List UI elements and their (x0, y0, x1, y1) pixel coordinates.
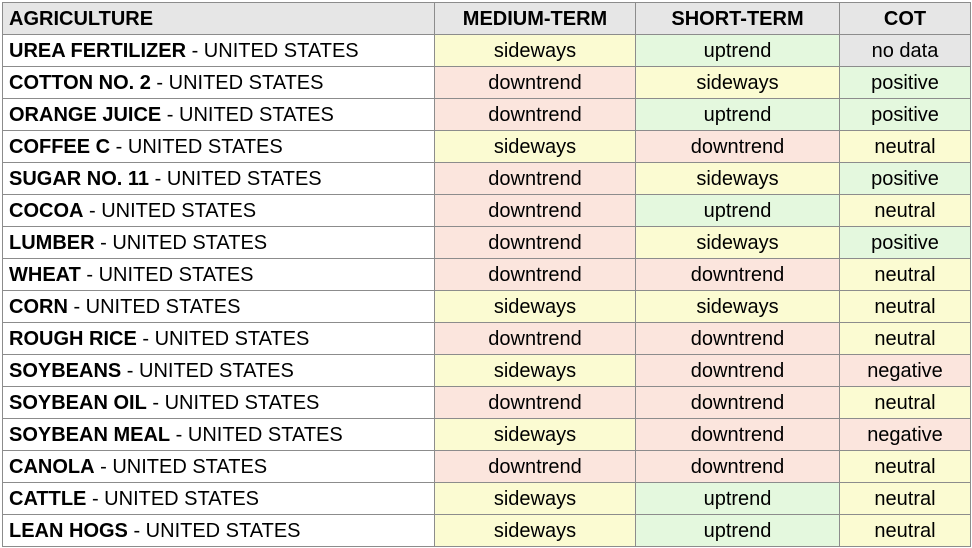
medium-term-cell: downtrend (435, 323, 636, 355)
commodity-region: - UNITED STATES (186, 39, 359, 62)
commodity-cell (3, 259, 435, 291)
table-row (3, 419, 971, 451)
commodity-region: - UNITED STATES (121, 359, 294, 382)
cot-cell: positive (840, 99, 971, 131)
commodity-cell (3, 291, 435, 323)
commodity-name: LUMBER (9, 231, 95, 254)
short-term-cell: downtrend (636, 259, 840, 291)
commodity-region: - UNITED STATES (94, 455, 268, 478)
cot-cell: neutral (840, 387, 971, 419)
short-term-cell: uptrend (636, 195, 840, 227)
medium-term-cell: sideways (435, 291, 636, 323)
commodity-cell (3, 355, 435, 387)
cot-cell: positive (840, 163, 971, 195)
commodity-cell (3, 67, 435, 99)
medium-term-cell: downtrend (435, 163, 636, 195)
table-row (3, 515, 971, 547)
short-term-cell: downtrend (636, 323, 840, 355)
short-term-cell: downtrend (636, 387, 840, 419)
table-row (3, 259, 971, 291)
commodity-cell (3, 163, 435, 195)
short-term-cell: downtrend (636, 355, 840, 387)
cot-cell: no data (840, 35, 971, 67)
commodity-name: CATTLE (9, 487, 87, 510)
table-row (3, 291, 971, 323)
table-row (3, 195, 971, 227)
medium-term-cell: sideways (435, 355, 636, 387)
short-term-cell: downtrend (636, 419, 840, 451)
short-term-cell: uptrend (636, 35, 840, 67)
table-row (3, 355, 971, 387)
trend-table (2, 2, 971, 547)
cot-cell: neutral (840, 131, 971, 163)
short-term-cell: uptrend (636, 99, 840, 131)
commodity-cell (3, 35, 435, 67)
commodity-cell (3, 99, 435, 131)
cot-cell: negative (840, 419, 971, 451)
table-row (3, 451, 971, 483)
header-medium-term: MEDIUM-TERM (435, 3, 636, 35)
cot-cell: positive (840, 67, 971, 99)
commodity-name: LEAN HOGS (9, 519, 128, 542)
commodity-cell (3, 419, 435, 451)
table-row (3, 483, 971, 515)
short-term-cell: downtrend (636, 131, 840, 163)
header-agriculture: AGRICULTURE (3, 3, 435, 35)
commodity-cell (3, 195, 435, 227)
table-row (3, 35, 971, 67)
medium-term-cell: downtrend (435, 67, 636, 99)
medium-term-cell: downtrend (435, 259, 636, 291)
commodity-region: - UNITED STATES (136, 327, 310, 350)
commodity-region: - UNITED STATES (110, 135, 283, 158)
commodity-region: - UNITED STATES (80, 263, 254, 286)
table-row (3, 387, 971, 419)
commodity-region: - UNITED STATES (94, 231, 268, 254)
cot-cell: neutral (840, 259, 971, 291)
table-row (3, 323, 971, 355)
medium-term-cell: sideways (435, 515, 636, 547)
medium-term-cell: sideways (435, 419, 636, 451)
cot-cell: neutral (840, 483, 971, 515)
medium-term-cell: sideways (435, 131, 636, 163)
commodity-region: - UNITED STATES (161, 103, 334, 126)
cot-cell: neutral (840, 451, 971, 483)
medium-term-cell: sideways (435, 483, 636, 515)
table-row (3, 67, 971, 99)
medium-term-cell: downtrend (435, 387, 636, 419)
commodity-name: ROUGH RICE (9, 327, 137, 350)
commodity-region: - UNITED STATES (170, 423, 343, 446)
medium-term-cell: downtrend (435, 195, 636, 227)
commodity-name: WHEAT (9, 263, 81, 286)
commodity-cell (3, 451, 435, 483)
header-cot: COT (840, 3, 971, 35)
commodity-name: COTTON NO. 2 (9, 71, 151, 94)
commodity-cell (3, 323, 435, 355)
short-term-cell: downtrend (636, 451, 840, 483)
commodity-cell (3, 483, 435, 515)
medium-term-cell: downtrend (435, 451, 636, 483)
cot-cell: neutral (840, 323, 971, 355)
commodity-name: SOYBEAN MEAL (9, 423, 171, 446)
short-term-cell: sideways (636, 227, 840, 259)
commodity-name: SUGAR NO. 11 (9, 167, 150, 190)
commodity-region: - UNITED STATES (127, 519, 301, 542)
header-short-term: SHORT-TERM (636, 3, 840, 35)
short-term-cell: uptrend (636, 483, 840, 515)
commodity-name: CANOLA (9, 455, 95, 478)
commodity-cell (3, 387, 435, 419)
medium-term-cell: sideways (435, 35, 636, 67)
table-row (3, 227, 971, 259)
header-row (3, 3, 971, 35)
commodity-name: ORANGE JUICE (9, 103, 162, 126)
cot-cell: neutral (840, 291, 971, 323)
medium-term-cell: downtrend (435, 99, 636, 131)
short-term-cell: uptrend (636, 515, 840, 547)
commodity-cell (3, 227, 435, 259)
medium-term-cell: downtrend (435, 227, 636, 259)
commodity-name: UREA FERTILIZER (9, 39, 187, 62)
table-row (3, 99, 971, 131)
short-term-cell: sideways (636, 163, 840, 195)
cot-cell: negative (840, 355, 971, 387)
commodity-name: SOYBEANS (9, 359, 122, 382)
commodity-region: - UNITED STATES (86, 487, 260, 510)
commodity-name: CORN (9, 295, 68, 318)
cot-cell: neutral (840, 195, 971, 227)
commodity-name: SOYBEAN OIL (9, 391, 147, 414)
short-term-cell: sideways (636, 67, 840, 99)
commodity-region: - UNITED STATES (150, 71, 324, 94)
commodity-region: - UNITED STATES (149, 167, 322, 190)
commodity-region: - UNITED STATES (83, 199, 257, 222)
cot-cell: positive (840, 227, 971, 259)
commodity-cell (3, 515, 435, 547)
short-term-cell: sideways (636, 291, 840, 323)
commodity-region: - UNITED STATES (67, 295, 241, 318)
commodity-name: COCOA (9, 199, 84, 222)
commodity-name: COFFEE C (9, 135, 111, 158)
table-row (3, 131, 971, 163)
table-row (3, 163, 971, 195)
commodity-region: - UNITED STATES (146, 391, 320, 414)
cot-cell: neutral (840, 515, 971, 547)
commodity-cell (3, 131, 435, 163)
